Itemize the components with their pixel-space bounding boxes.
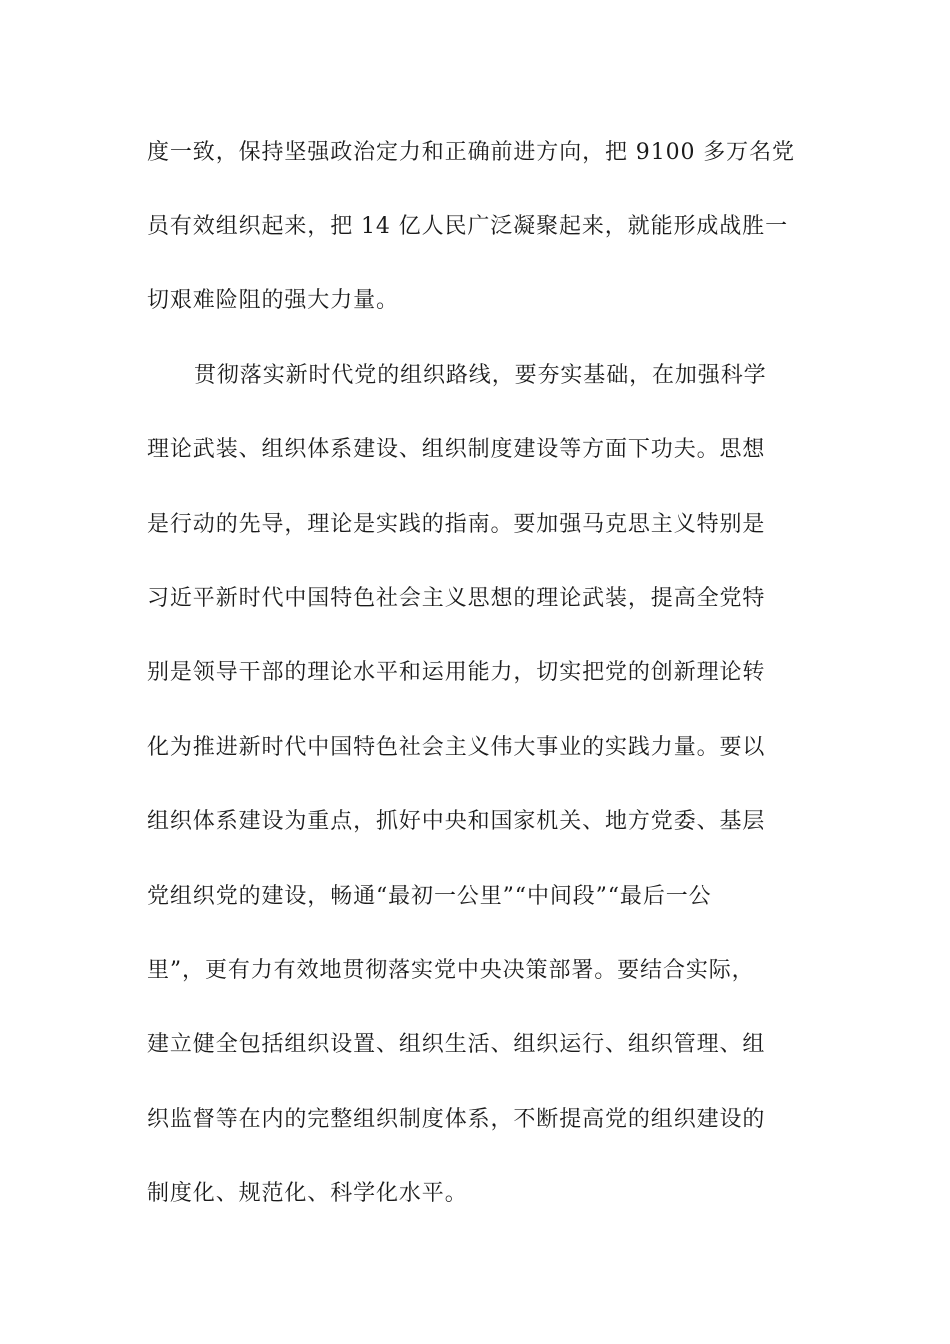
text-line: 组织体系建设为重点，抓好中央和国家机关、地方党委、基层 xyxy=(147,809,766,834)
text-line: 习近平新时代中国特色社会主义思想的理论武装，提高全党特 xyxy=(147,586,766,611)
text-line: 织监督等在内的完整组织制度体系，不断提高党的组织建设的 xyxy=(147,1107,766,1132)
text-line: 里”，更有力有效地贯彻落实党中央决策部署。要结合实际， xyxy=(147,958,755,983)
text-line: 是行动的先导，理论是实践的指南。要加强马克思主义特别是 xyxy=(147,512,766,537)
text-line: 别是领导干部的理论水平和运用能力，切实把党的创新理论转 xyxy=(147,660,766,685)
text-line: 建立健全包括组织设置、组织生活、组织运行、组织管理、组 xyxy=(147,1032,766,1057)
text-line: 度一致，保持坚强政治定力和正确前进方向，把 9100 多万名党 xyxy=(147,140,795,165)
text-line: 制度化、规范化、科学化水平。 xyxy=(147,1181,468,1206)
text-line: 理论武装、组织体系建设、组织制度建设等方面下功夫。思想 xyxy=(147,437,766,462)
text-line: 化为推进新时代中国特色社会主义伟大事业的实践力量。要以 xyxy=(147,735,766,760)
text-line: 切艰难险阻的强大力量。 xyxy=(147,288,399,313)
text-line: 党组织党的建设，畅通“最初一公里”“中间段”“最后一公 xyxy=(147,884,712,909)
text-line: 员有效组织起来，把 14 亿人民广泛凝聚起来，就能形成战胜一 xyxy=(147,214,788,239)
paragraph-first-line: 贯彻落实新时代党的组织路线，要夯实基础，在加强科学 xyxy=(194,363,767,388)
